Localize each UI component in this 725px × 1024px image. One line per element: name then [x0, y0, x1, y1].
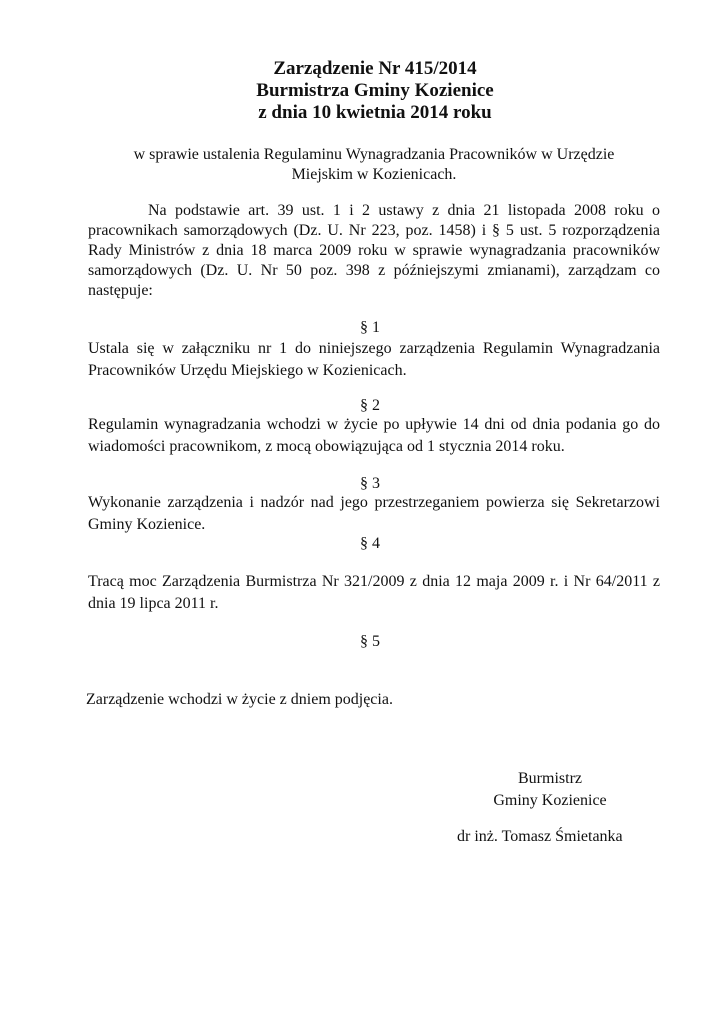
- section-2-text: Regulamin wynagradzania wchodzi w życie po upływie 14 dni od dnia podania go do wiadomości pracownikom, z mocą obowiązująca od 1 stycznia 2014 roku.: [88, 416, 660, 455]
- signature-office: Gminy Kozienice: [493, 792, 607, 809]
- section-5-mark: § 5: [360, 633, 380, 650]
- preamble-text: Na podstawie art. 39 ust. 1 i 2 ustawy z dnia 21 listopada 2008 roku o pracownikach samorządowych (Dz. U. Nr 223, poz. 1458) i § 5 ust. 5 rozporządzenia Rady Ministrów z dnia 18 marca 2009 roku w sprawie wynagradzania pracowników samorządowych (Dz. U. Nr 50 poz. 398 z późniejszymi zmianami), zarządzam co następuje:: [88, 202, 660, 299]
- subject-line-2: Miejskim w Kozienicach.: [291, 166, 457, 183]
- section-1-text: Ustala się w załączniku nr 1 do niniejszego zarządzenia Regulamin Wynagradzania Pracowników Urzędu Miejskiego w Kozienicach.: [88, 340, 660, 379]
- section-1-mark: § 1: [360, 319, 380, 336]
- section-4-text: Tracą moc Zarządzenia Burmistrza Nr 321/2009 z dnia 12 maja 2009 r. i Nr 64/2011 z dnia 19 lipca 2011 r.: [88, 573, 660, 612]
- preamble: [88, 201, 660, 301]
- section-4-mark: § 4: [360, 535, 380, 552]
- signature-name: dr inż. Tomasz Śmietanka: [457, 828, 623, 845]
- subject-line-1: w sprawie ustalenia Regulaminu Wynagradzania Pracowników w Urzędzie: [133, 146, 615, 163]
- title-line-2: Burmistrza Gminy Kozienice: [256, 80, 494, 101]
- section-2-mark: § 2: [360, 397, 380, 414]
- section-3-text: Wykonanie zarządzenia i nadzór nad jego przestrzeganiem powierza się Sekretarzowi Gminy Kozienice.: [88, 494, 660, 533]
- title-line-3: z dnia 10 kwietnia 2014 roku: [258, 102, 492, 123]
- section-3-mark: § 3: [360, 475, 380, 492]
- signature-title: Burmistrz: [518, 770, 582, 787]
- title-line-1: Zarządzenie Nr 415/2014: [273, 58, 477, 79]
- section-5-text: Zarządzenie wchodzi w życie z dniem podjęcia.: [86, 691, 393, 708]
